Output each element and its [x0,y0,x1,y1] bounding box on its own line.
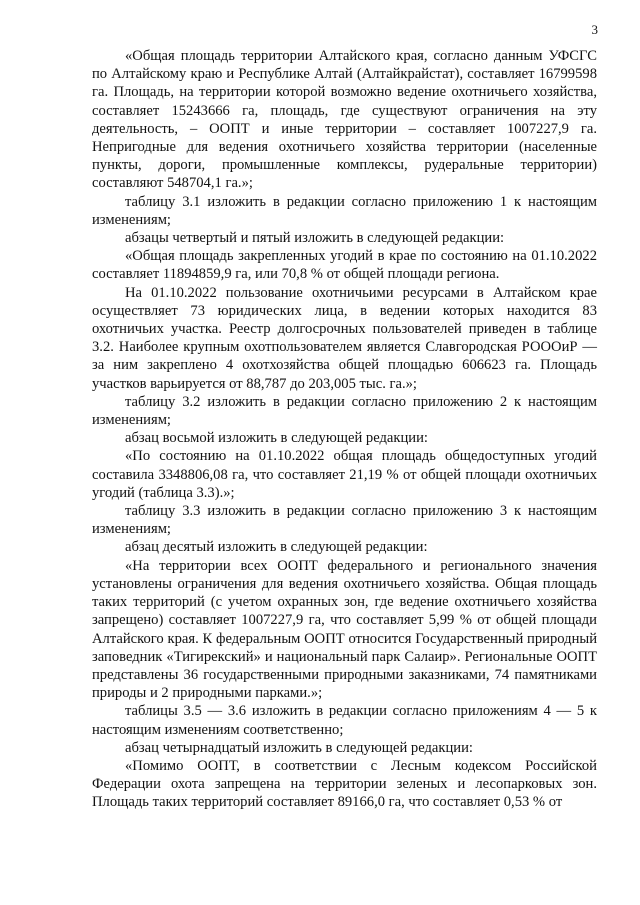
paragraph-public-lands: «По состоянию на 01.10.2022 общая площадь общедоступных угодий составила 3348806,08 га, что составляет 21,19 % от общей площади охотничьих угодий (таблица 3.3).»; [92,448,597,501]
paragraph-abzac-14: абзац четырнадцатый изложить в следующей редакции: [125,739,473,756]
paragraph-territory-area: «Общая площадь территории Алтайского края, согласно данным УФСГС по Алтайскому краю и Республике Алтай (Алтайкрайстат), составляет 16799598 га. Площадь, на территории которой возможно ведение охотничьего хозяйства, составляет 15243666 га, площадь, где существуют ограничения на эту деятельность, – ООПТ и иные территории – составляет 1007227,9 га. Непригодные для ведения охотничьего хозяйства территории (населенные пункты, дороги, промышленные комплексы, рудеральные территории) составляют 548704,1 га.»; [92,48,597,192]
paragraph-protected-areas: «На территории всех ООПТ федерального и регионального значения установлены ограничения для ведения охотничьего хозяйства. Общая площадь таких территорий (с учетом охранных зон, где ведение охотничьего хозяйства запрещено) составляет 1007227,9 га, что составляет 5,99 % от общей площади Алтайского края. К федеральным ООПТ относится Государственный природный заповедник «Тигирекский» и национальный парк Салаир». Региональные ООПТ представлены 36 государственными природными заказниками, 74 памятниками природы и 2 природными парками.»; [92,557,597,702]
paragraph-abzac-10: абзац десятый изложить в следующей редакции: [125,539,428,556]
document-body [92,47,597,812]
paragraph-abzacy-4-5: абзацы четвертый и пятый изложить в следующей редакции: [125,230,505,247]
paragraph-tables-3-5-3-6: таблицы 3.5 — 3.6 изложить в редакции согласно приложениям 4 — 5 к настоящим изменениям соответственно; [92,703,597,738]
paragraph-assigned-lands: «Общая площадь закрепленных угодий в крае по состоянию на 01.10.2022 составляет 11894859,9 га, или 70,8 % от общей площади региона. [92,248,597,283]
paragraph-abzac-8: абзац восьмой изложить в следующей редакции: [125,430,428,447]
paragraph-green-zones: «Помимо ООПТ, в соответствии с Лесным кодексом Российской Федерации охота запрещена на территории зеленых и лесопарковых зон. Площадь таких территорий составляет 89166,0 га, что составляет 0,53 % от [92,757,597,811]
paragraph-table-3-1: таблицу 3.1 изложить в редакции согласно приложению 1 к настоящим изменениям; [92,193,597,228]
paragraph-hunting-users: На 01.10.2022 пользование охотничьими ресурсами в Алтайском крае осуществляет 73 юридических лица, в ведении которых находится 83 охотничьих участка. Реестр долгосрочных пользователей приведен в таблице 3.2. Наиболее крупным охотпользователем является Славгородская РОООиР — за ним закреплено 4 охотхозяйства общей площадью 606623 га. Площадь участков варьируется от 88,787 до 203,005 тыс. га.»; [92,284,597,392]
paragraph-table-3-2: таблицу 3.2 изложить в редакции согласно приложению 2 к настоящим изменениям; [92,393,597,429]
paragraph-table-3-3: таблицу 3.3 изложить в редакции согласно приложению 3 к настоящим изменениям; [92,503,597,538]
page-number: 3 [591,22,598,37]
